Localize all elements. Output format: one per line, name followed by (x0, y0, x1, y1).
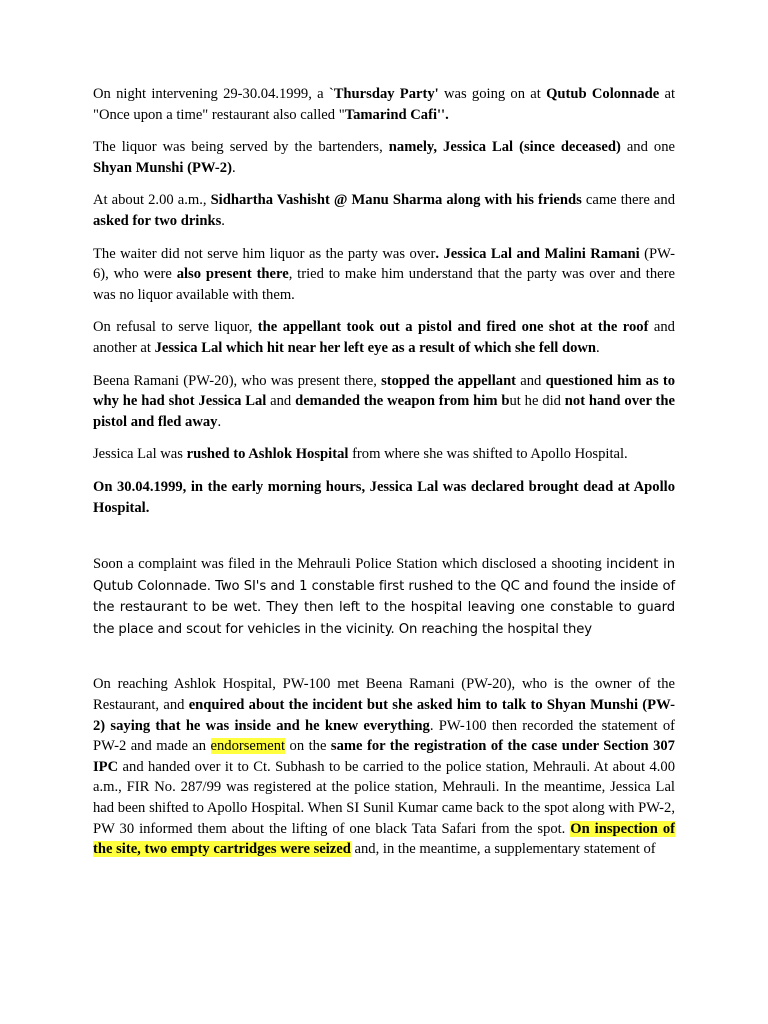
bold-text: questioned him as to why he had shot Jessica Lal (93, 372, 675, 410)
text-run: , tried to make him understand that the party was over and there was no liquor available with them. (93, 266, 675, 303)
paragraph-p2 (93, 137, 675, 178)
text-run: . (231, 159, 236, 176)
bold-text: rushed to Ashlok Hospital (186, 446, 349, 463)
text-run: Jessica Lal was (93, 446, 187, 463)
paragraph-p4 (93, 244, 675, 306)
paragraph-p8 (93, 477, 675, 518)
text-run: . PW-100 then recorded the statement of PW-2 and made an (93, 717, 675, 755)
bold-text: the appellant took out a pistol and fired one shot at the roof (257, 319, 649, 336)
bold-text: not hand over the pistol and fled away (93, 393, 675, 430)
highlighted-text: On inspection of the site, two empty cartridges were seized (93, 820, 675, 858)
bold-text: Sidhartha Vashisht @ Manu Sharma along with his friends (210, 192, 582, 209)
text-run: At about 2.00 a.m., (93, 192, 211, 209)
text-run: . (596, 339, 600, 356)
text-run: . (221, 212, 225, 229)
text-run: ut he did (509, 393, 565, 410)
paragraph-p10 (93, 674, 675, 859)
text-run: Beena Ramani (PW-20), who was present there, (93, 372, 382, 389)
paragraph-p5 (93, 317, 675, 358)
bold-text: Jessica Lal which hit near her left eye as a result of which she fell down (154, 339, 597, 356)
text-run: (PW-6), who were (93, 245, 675, 283)
bold-text: Shyan Munshi (PW-2) (93, 159, 232, 176)
text-run: and (266, 393, 296, 410)
bold-text: enquired about the incident but she asked him to talk to Shyan Munshi (PW-2) saying that he was inside and he knew everything (93, 697, 675, 734)
paragraph-p3 (93, 190, 675, 231)
text-run: from where she was shifted to Apollo Hospital. (348, 446, 628, 463)
paragraph-p6 (93, 371, 675, 433)
paragraph-p9 (93, 554, 675, 640)
bold-text: On 30.04.1999, in the early morning hours, Jessica Lal was declared brought dead at Apollo Hospital. (93, 478, 675, 516)
text-run: The waiter did not serve him liquor as the party was over (93, 245, 436, 262)
bold-text: Thursday Party' (333, 86, 439, 102)
bold-text: namely, Jessica Lal (since deceased) (388, 139, 621, 156)
text-run: and handed over it to Ct. Subhash to be carried to the police station, Mehrauli. At about 4.00 a.m., FIR No. 287/99 was registered at the police station, Mehrauli. In the meantime, Jessica Lal had been shifted to Apollo Hospital. When SI Sunil Kumar came back to the spot along with PW-2, PW 30 informed them about the lifting of one black Tata Safari from the spot. (93, 758, 675, 837)
bold-text: Qutub Colonnade (546, 86, 660, 102)
text-run: . (217, 413, 222, 430)
paragraph-spacer (93, 652, 675, 674)
document-body (93, 84, 675, 872)
text-run: incident in Qutub Colonnade. Two SI's and 1 constable first rushed to the QC and found the inside of the restaurant to be wet. They then left to the hospital leaving one constable to guard the place and scout for vehicles in the vicinity. On reaching the hospital they (93, 557, 675, 637)
text-run: was going on at (438, 86, 547, 102)
text-run: at "Once upon a time" restaurant also called " (93, 86, 675, 123)
paragraph-p7 (93, 444, 675, 465)
bold-text: same for the registration of the case under Section 307 IPC (93, 738, 675, 775)
text-run: and one (620, 139, 675, 156)
text-run: Soon a complaint was filed in the Mehrauli Police Station which disclosed a shooting (93, 556, 607, 573)
paragraph-spacer (93, 530, 675, 554)
bold-text: asked for two drinks (93, 212, 222, 229)
text-run: came there and (581, 192, 676, 209)
text-run: On reaching Ashlok Hospital, PW-100 met Beena Ramani (PW-20), who is the owner of the Restaurant, and (93, 676, 675, 714)
text-run: The liquor was being served by the bartenders, (93, 139, 389, 156)
text-run: On night intervening 29-30.04.1999, a ` (93, 86, 334, 102)
text-run: On refusal to serve liquor, (93, 319, 258, 336)
text-run: on the (285, 738, 331, 755)
bold-text: Tamarind Cafi''. (344, 106, 449, 123)
text-run: and another at (93, 319, 675, 356)
paragraph-p1 (93, 84, 675, 125)
text-run: and, in the meantime, a supplementary statement of (350, 841, 656, 858)
bold-text: also present there (176, 266, 289, 283)
text-run: and (516, 372, 546, 389)
highlighted-text: endorsement (210, 738, 286, 755)
bold-text: stopped the appellant (381, 372, 517, 389)
bold-text: demanded the weapon from him b (295, 393, 510, 410)
bold-text: . Jessica Lal and Malini Ramani (435, 245, 640, 262)
